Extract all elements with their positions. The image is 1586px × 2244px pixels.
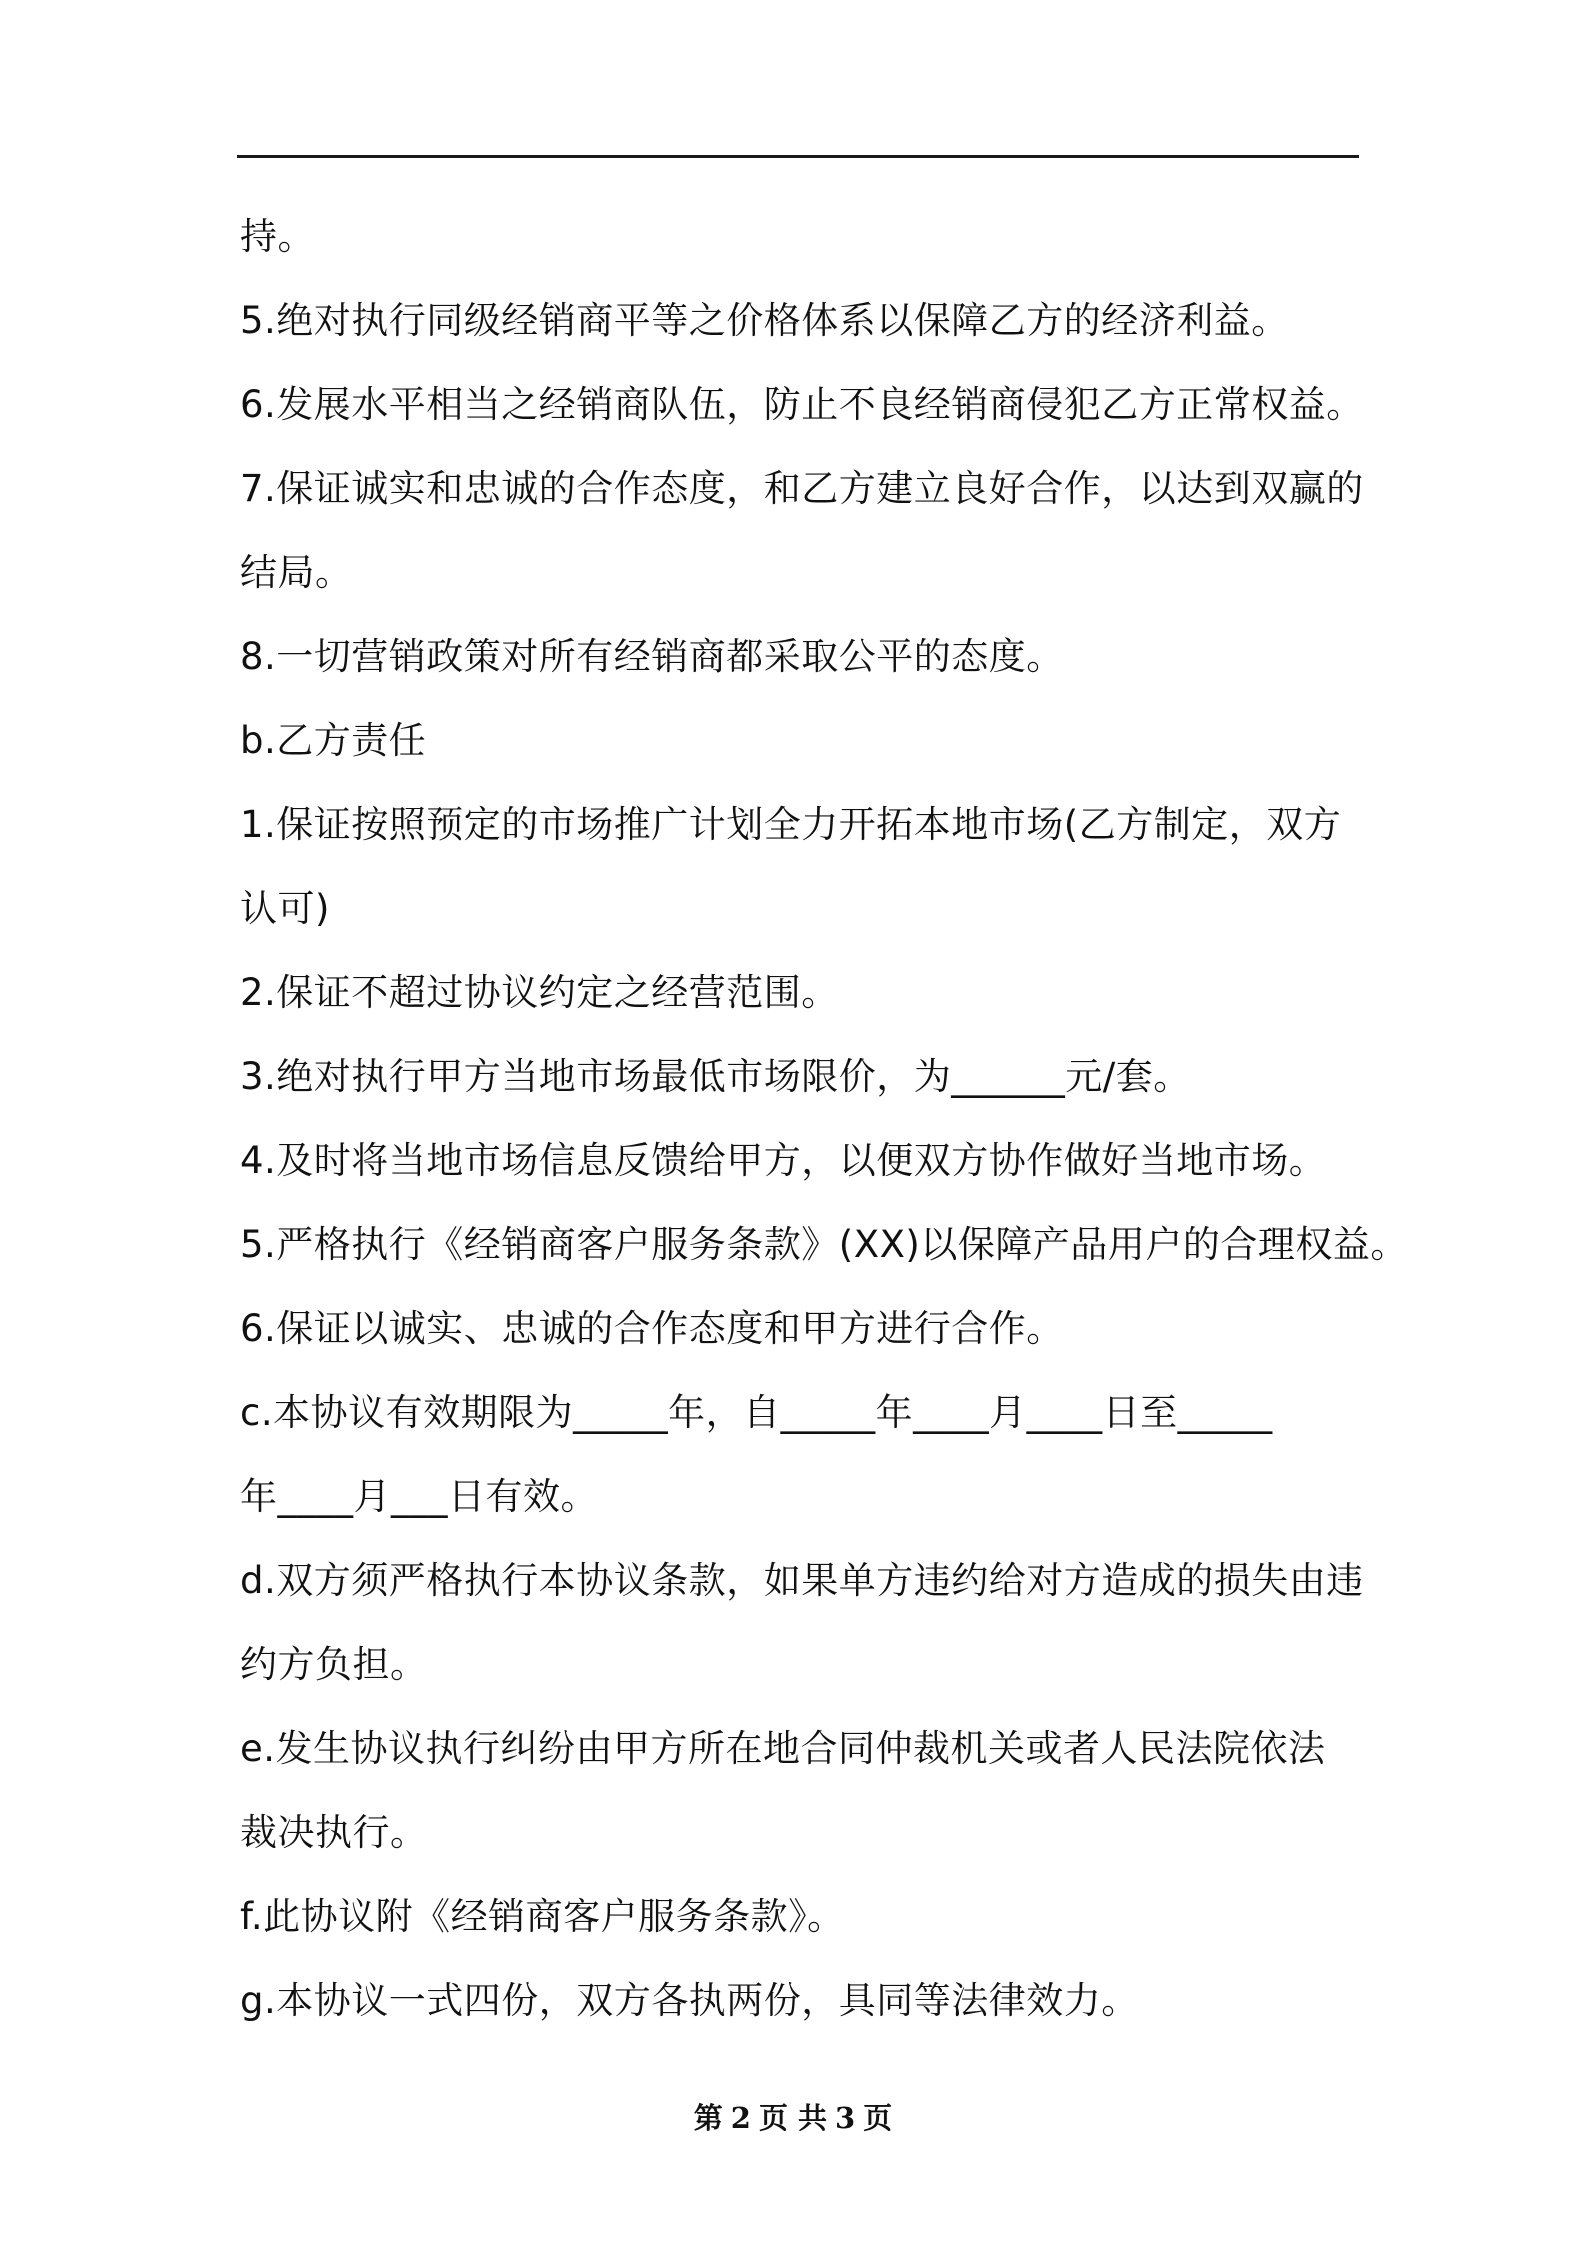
body-line: 结局。 [240, 551, 353, 594]
body-line: 1.保证按照预定的市场推广计划全力开拓本地市场(乙方制定，双方 [240, 803, 1342, 846]
body-line: 3.绝对执行甲方当地市场最低市场限价，为______元/套。 [240, 1055, 1191, 1098]
header-rule [237, 155, 1359, 158]
section-heading: b.乙方责任 [240, 719, 427, 762]
body-line: e.发生协议执行纠纷由甲方所在地合同仲裁机关或者人民法院依法 [240, 1727, 1326, 1770]
body-line: 年____月___日有效。 [240, 1475, 598, 1518]
body-line: d.双方须严格执行本协议条款，如果单方违约给对方造成的损失由违 [240, 1559, 1364, 1602]
body-line: 6.发展水平相当之经销商队伍，防止不良经销商侵犯乙方正常权益。 [240, 383, 1364, 426]
footer-suffix: 页 [863, 2101, 893, 2135]
body-line: 约方负担。 [240, 1643, 428, 1686]
footer-current-page: 2 [730, 2101, 751, 2135]
body-line: 持。 [240, 215, 315, 258]
body-line: 裁决执行。 [240, 1811, 428, 1854]
body-line: 8.一切营销政策对所有经销商都采取公平的态度。 [240, 635, 1064, 678]
body-line: 认可) [240, 887, 330, 930]
footer-prefix: 第 [693, 2101, 723, 2135]
body-line: c.本协议有效期限为_____年，自_____年____月____日至_____ [240, 1391, 1273, 1434]
body-line: g.本协议一式四份，双方各执两份，具同等法律效力。 [240, 1979, 1139, 2022]
body-line: 6.保证以诚实、忠诚的合作态度和甲方进行合作。 [240, 1307, 1064, 1350]
page-number-footer [0, 2096, 1586, 2137]
footer-middle: 页 共 [758, 2101, 828, 2135]
footer-total-pages: 3 [835, 2101, 856, 2135]
body-line: 2.保证不超过协议约定之经营范围。 [240, 971, 839, 1014]
document-body [240, 195, 1408, 2043]
body-line: 5.绝对执行同级经销商平等之价格体系以保障乙方的经济利益。 [240, 299, 1289, 342]
body-line: f.此协议附《经销商客户服务条款》。 [240, 1895, 845, 1938]
body-line: 4.及时将当地市场信息反馈给甲方，以便双方协作做好当地市场。 [240, 1139, 1327, 1182]
body-line: 5.严格执行《经销商客户服务条款》(XX)以保障产品用户的合理权益。 [240, 1223, 1408, 1266]
body-line: 7.保证诚实和忠诚的合作态度，和乙方建立良好合作，以达到双赢的 [240, 467, 1364, 510]
